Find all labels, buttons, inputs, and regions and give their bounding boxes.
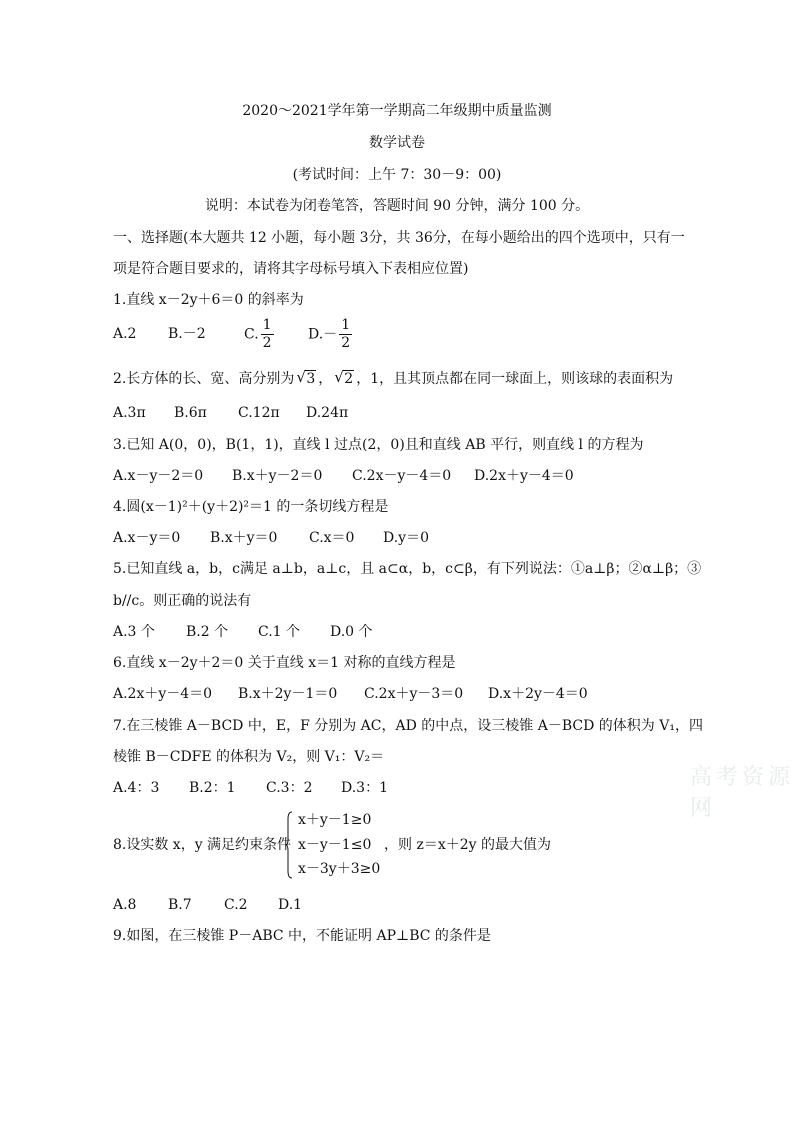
q1-option-d — [308, 317, 354, 352]
q4-option-b: B.x＋y＝0 — [210, 530, 278, 546]
q7-stem-line2: 棱锥 B－CDFE 的体积为 V₂，则 V₁：V₂＝ — [113, 749, 385, 765]
q2-sqrt-3 — [296, 369, 316, 389]
q9-stem: 9.如图，在三棱锥 P－ABC 中，不能证明 AP⊥BC 的条件是 — [113, 928, 491, 944]
q1-option-a: A.2 — [113, 326, 137, 342]
q1-stem: 1.直线 x－2y＋6＝0 的斜率为 — [113, 292, 304, 308]
q7-option-c: C.3：2 — [266, 780, 313, 796]
q7-option-b: B.2：1 — [189, 780, 236, 796]
q2-stem — [113, 369, 673, 389]
q3-option-c: C.2x－y－4＝0 — [352, 468, 452, 484]
q1-option-d-label: D.－ — [308, 326, 338, 343]
q6-option-d: D.x＋2y－4＝0 — [488, 686, 588, 702]
q1-option-c-fraction — [261, 317, 274, 352]
exam-time: (考试时间：上午 7：30－9：00) — [292, 167, 502, 183]
q2-sqrt-3-radicand: 3 — [306, 371, 316, 387]
q1-option-c-denominator: 2 — [262, 335, 272, 351]
q5-stem-line2: b//c。则正确的说法有 — [113, 593, 252, 609]
section-heading-line2: 项是符合题目要求的，请将其字母标号填入下表相应位置) — [113, 261, 469, 277]
exam-subject: 数学试卷 — [369, 135, 425, 151]
q7-option-d: D.3：1 — [341, 780, 388, 796]
q1-option-d-denominator: 2 — [341, 335, 351, 351]
q1-option-b: B.－2 — [168, 326, 206, 342]
q8-constraint-1: x＋y－1≥0 — [298, 812, 372, 828]
q2-option-d: D.24π — [306, 405, 349, 421]
q2-option-b: B.6π — [174, 405, 207, 421]
q4-stem: 4.圆(x－1)²＋(y＋2)²＝1 的一条切线方程是 — [113, 499, 389, 515]
q1-option-c — [244, 317, 276, 352]
q6-option-b: B.x＋2y－1＝0 — [238, 686, 338, 702]
q2-separator: ， — [318, 371, 333, 387]
q1-option-d-numerator: 1 — [341, 317, 351, 333]
q8-stem-suffix: ，则 z＝x＋2y 的最大值为 — [384, 837, 551, 853]
q5-option-d: D.0 个 — [330, 624, 373, 640]
q8-option-b: B.7 — [168, 897, 192, 913]
q5-stem-line1: 5.已知直线 a，b，c满足 a⊥b，a⊥c，且 a⊂α，b，c⊂β，有下列说法：①a⊥β；②α⊥β；③ — [113, 561, 702, 577]
q3-option-a: A.x－y－2＝0 — [113, 468, 204, 484]
q8-constraint-2: x－y－1≤0 — [298, 837, 372, 853]
q3-stem: 3.已知 A(0，0)，B(1，1)，直线 l 过点(2，0)且和直线 AB 平行，则直线 l 的方程为 — [113, 437, 644, 453]
q8-stem-prefix: 8.设实数 x，y 满足约束条件 — [113, 837, 292, 853]
watermark: 高考资源网 — [690, 765, 794, 821]
q2-stem-end: ，1，且其顶点都在同一球面上，则该球的表面积为 — [356, 371, 674, 387]
q6-option-a: A.2x＋y－4＝0 — [113, 686, 213, 702]
q8-option-a: A.8 — [113, 897, 137, 913]
q4-option-c: C.x＝0 — [309, 530, 355, 546]
q8-option-d: D.1 — [278, 897, 303, 913]
q2-sqrt-2-radicand: 2 — [344, 371, 354, 387]
q5-option-a: A.3 个 — [113, 624, 155, 640]
exam-title: 2020～2021学年第一学期高二年级期中质量监测 — [242, 103, 552, 119]
q2-option-a: A.3π — [113, 405, 146, 421]
q3-option-b: B.x＋y－2＝0 — [232, 468, 323, 484]
q3-option-d: D.2x＋y－4＝0 — [474, 468, 574, 484]
q1-option-c-numerator: 1 — [262, 317, 272, 333]
q8-option-c: C.2 — [224, 897, 248, 913]
q7-option-a: A.4：3 — [113, 780, 160, 796]
q1-option-c-label: C. — [244, 326, 259, 343]
q6-stem: 6.直线 x－2y＋2＝0 关于直线 x＝1 对称的直线方程是 — [113, 655, 456, 671]
q4-option-d: D.y＝0 — [383, 530, 429, 546]
q1-option-d-fraction — [339, 317, 352, 352]
exam-note: 说明：本试卷为闭卷笔答，答题时间 90 分钟，满分 100 分。 — [204, 198, 590, 214]
q6-option-c: C.2x＋y－3＝0 — [364, 686, 464, 702]
q7-stem-line1: 7.在三棱锥 A－BCD 中，E，F 分别为 AC，AD 的中点，设三棱锥 A－BCD 的体积为 V₁，四 — [113, 718, 703, 734]
q8-constraint-brace — [286, 811, 293, 879]
q2-stem-start: 2.长方体的长、宽、高分别为 — [113, 371, 295, 387]
q2-sqrt-2 — [334, 369, 354, 389]
section-heading-line1: 一、选择题(本大题共 12 小题，每小题 3分，共 36分，在每小题给出的四个选项中，只有一 — [113, 230, 685, 246]
q5-option-c: C.1 个 — [258, 624, 301, 640]
q8-constraint-3: x－3y＋3≥0 — [298, 861, 381, 877]
q4-option-a: A.x－y＝0 — [113, 530, 181, 546]
q2-option-c: C.12π — [238, 405, 280, 421]
q5-option-b: B.2 个 — [186, 624, 229, 640]
